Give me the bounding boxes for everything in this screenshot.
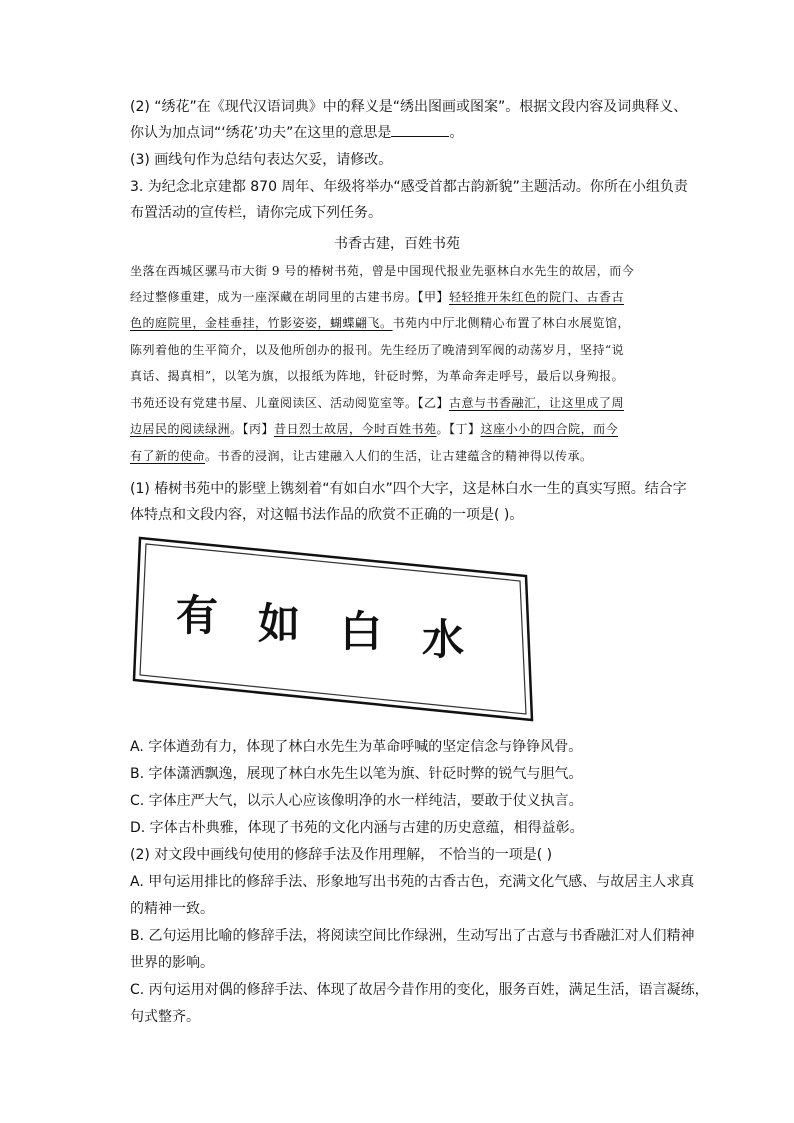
calligraphy-char-4: 水	[422, 615, 465, 664]
passage-line-5: 真话、揭真相”，以笔为旗，以报纸为阵地，针砭时弊，为革命奔走呼号，最后以身殉报。	[130, 369, 625, 383]
option-1-C[interactable]: C. 字体庄严大气，以示人心应该像明净的水一样纯洁，要敢于仗义执言。	[130, 793, 583, 809]
question-3-line1: 3. 为纪念北京建都 870 周年、年级将举办“感受首都古韵新貌”主题活动。你所在小组负责	[130, 179, 688, 195]
passage-line-6	[130, 394, 624, 412]
marker-ding: 。【丁】	[436, 422, 481, 436]
option-1-D[interactable]: D. 字体古朴典雅，体现了书苑的文化内涵与古建的历史意蕴，相得益彰。	[130, 820, 584, 836]
passage-title: 书香古建，百姓书苑	[334, 236, 460, 252]
option-1-A[interactable]: A. 字体遒劲有力，体现了林白水先生为革命呼喊的坚定信念与铮铮风骨。	[130, 739, 583, 755]
passage-line-7	[130, 420, 618, 438]
question-2-2-line2	[130, 124, 463, 142]
sub-question-1-line2: 体特点和文段内容，对这幅书法作品的欣赏不正确的一项是( )。	[130, 507, 524, 523]
question-2-2-line2-text: 你认为加点词“‘绣花’功夫”在这里的意思是	[130, 125, 392, 141]
underlined-sentence-yi-cont: 边居民的阅读绿洲	[130, 422, 231, 436]
sub-question-2: (2) 对文段中画线句使用的修辞手法及作用理解， 不恰当的一项是( )	[130, 847, 553, 863]
option-2-C-line1[interactable]: C. 丙句运用对偶的修辞手法、体现了故居今昔作用的变化，服务百姓，满足生活，语言凝练，	[130, 982, 709, 998]
calligraphy-plaque	[128, 530, 548, 730]
passage-line-3b: 书苑内中厅北侧精心布置了林白水展览馆，	[392, 316, 631, 330]
question-3-line2: 布置活动的宣传栏，请你完成下列任务。	[130, 205, 382, 221]
passage-line-1: 坐落在西城区骡马市大街 9 号的椿树书苑，曾是中国现代报业先驱林白水先生的故居，而今	[130, 264, 635, 278]
calligraphy-image	[128, 530, 548, 730]
option-2-C-line2[interactable]: 句式整齐。	[130, 1009, 200, 1025]
option-1-B[interactable]: B. 字体潇洒飘逸，展现了林白水先生以笔为旗、针砭时弊的锐气与胆气。	[130, 766, 583, 782]
underlined-sentence-jia-cont: 色的庭院里，金桂垂挂，竹影姿姿，蝴蝶翩飞。	[130, 316, 393, 330]
underlined-sentence-jia: 轻轻推开朱红色的院门、古香古	[449, 290, 625, 304]
underlined-sentence-ding: 这座小小的四合院，而今	[480, 422, 619, 436]
underlined-sentence-ding-cont: 有了新的使命	[130, 449, 206, 463]
question-2-2-line1: (2) “绣花”在《现代汉语词典》中的释义是“绣出图画或图案”。根据文段内容及词典释义、	[130, 99, 688, 115]
sub-question-1-line1: (1) 椿树书苑中的影壁上镌刻着“有如白水”四个大字，这是林白水一生的真实写照。结合字	[130, 481, 687, 497]
underlined-sentence-yi: 古意与书香融汇，让这里成了周	[449, 396, 625, 410]
underlined-sentence-bing: 昔日烈士故居，今时百姓书苑	[274, 422, 437, 436]
answer-blank[interactable]	[391, 124, 449, 137]
passage-line-2	[130, 288, 624, 306]
option-2-A-line2[interactable]: 的精神一致。	[130, 901, 214, 917]
passage-line-3	[130, 314, 630, 332]
passage-line-8b: 。书香的浸润，让古建融入人们的生活，让古建蕴含的精神得以传承。	[205, 449, 593, 463]
question-2-2-line2-end: 。	[449, 125, 464, 141]
passage-line-6a: 书苑还设有党建书屋、儿童阅读区、活动阅览室等。【乙】	[130, 396, 450, 410]
option-2-A-line1[interactable]: A. 甲句运用排比的修辞手法、形象地写出书苑的古香古色，充满文化气感、与故居主人求真	[130, 874, 695, 890]
option-2-B-line2[interactable]: 世界的影响。	[130, 955, 214, 971]
passage-line-8	[130, 447, 593, 465]
calligraphy-char-2: 如	[258, 599, 301, 648]
passage-line-4: 陈列着他的生平简介，以及他所创办的报刊。先生经历了晚清到军阀的动荡岁月，坚持“说	[130, 343, 625, 357]
calligraphy-char-3: 白	[340, 607, 383, 656]
passage-line-2a: 经过整修重建，成为一座深藏在胡同里的古建书房。【甲】	[130, 290, 450, 304]
marker-bing: 。【丙】	[230, 422, 275, 436]
calligraphy-char-1: 有	[176, 591, 219, 640]
option-2-B-line1[interactable]: B. 乙句运用比喻的修辞手法，将阅读空间比作绿洲，生动写出了古意与书香融汇对人们精神	[130, 928, 695, 944]
question-2-3: (3) 画线句作为总结句表达欠妥，请修改。	[130, 152, 393, 168]
